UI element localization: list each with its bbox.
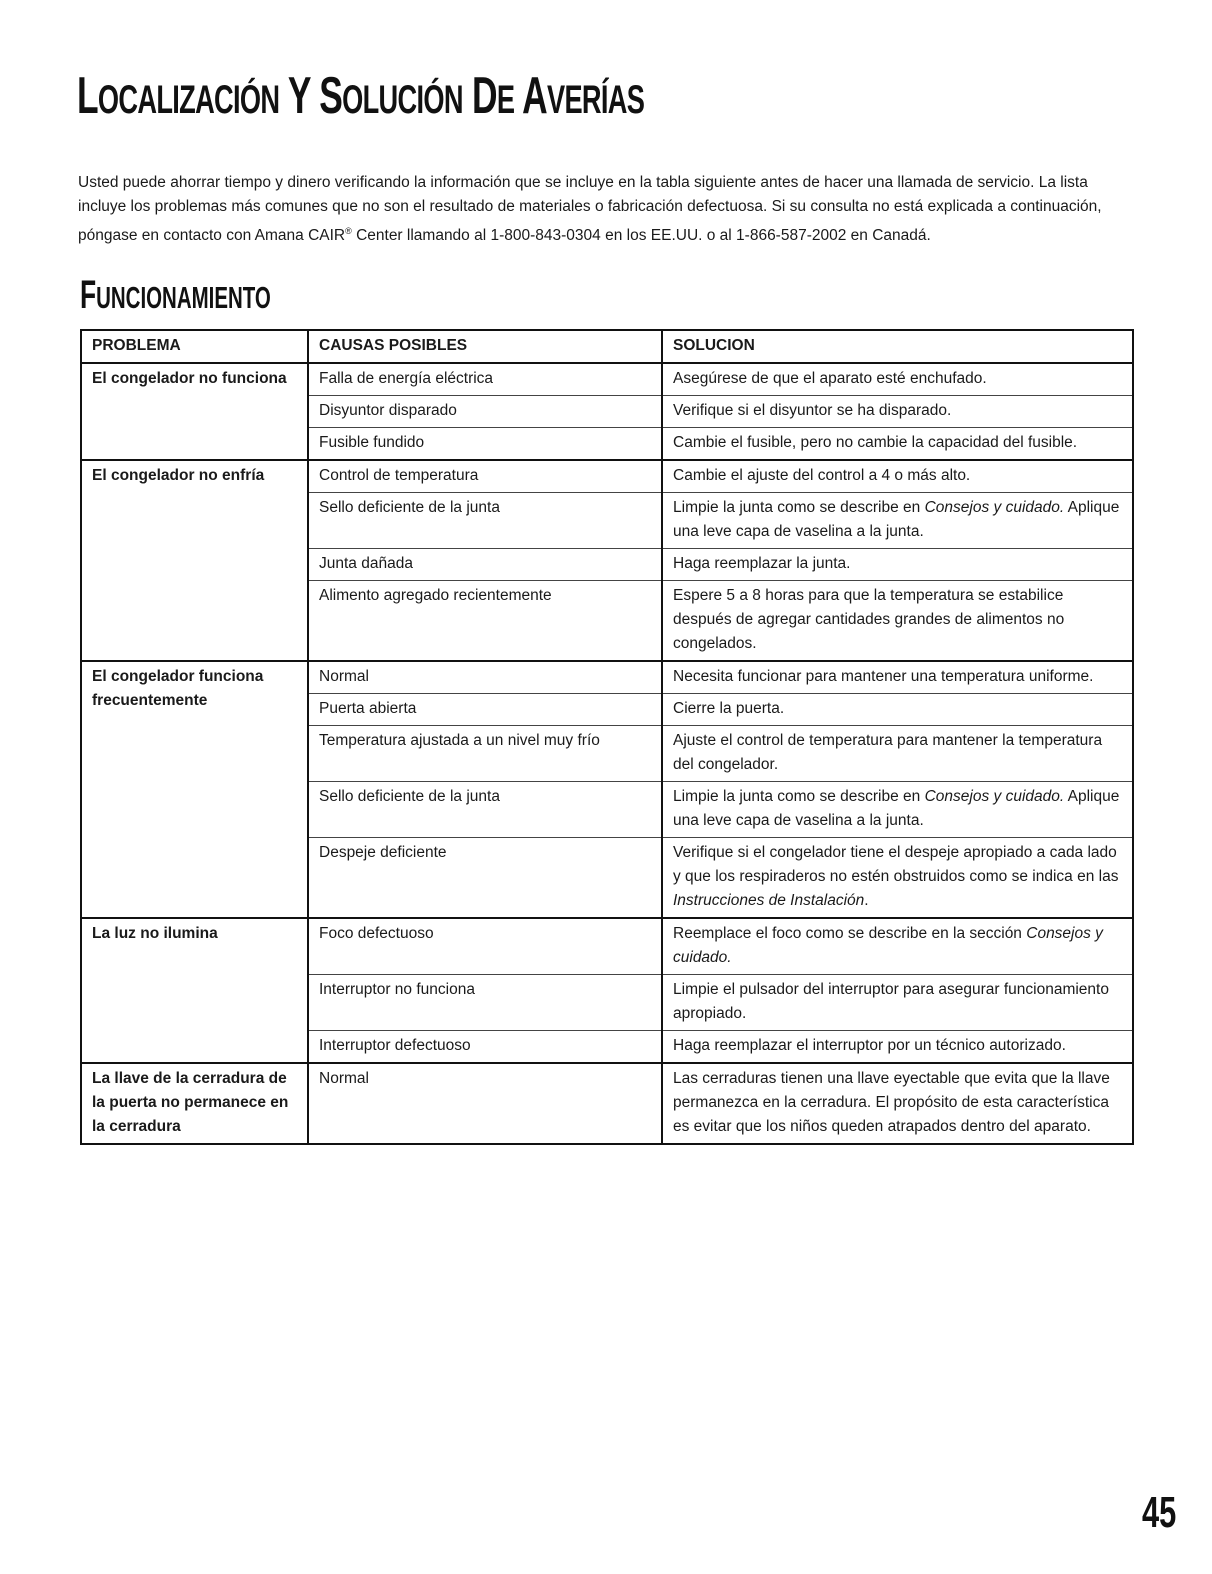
- title-fragment: S: [319, 67, 343, 125]
- solution-cell: [662, 1063, 1133, 1144]
- cause-cell: Despeje deficiente: [308, 838, 662, 919]
- title-fragment: L: [77, 67, 98, 125]
- cause-cell: Foco defectuoso: [308, 918, 662, 975]
- header-solution: SOLUCION: [662, 330, 1133, 363]
- solution-reference: Instrucciones de Instalación: [673, 892, 865, 909]
- troubleshooting-table: [80, 329, 1134, 1145]
- solution-text: Limpie la junta como se describe en: [673, 499, 925, 516]
- cause-cell: Interruptor no funciona: [308, 975, 662, 1031]
- cause-cell: Alimento agregado recientemente: [308, 581, 662, 662]
- solution-text: Ajuste el control de temperatura para mantener la temperatura del congelador.: [673, 732, 1103, 773]
- intro-text: Usted puede ahorrar tiempo y dinero verificando la información que se incluye en la tabla siguiente antes de hacer una llamada de servicio. La lista incluye los problemas más comunes que no son el resultado de materiales o fabricación defectuosa. Si su consulta no está explicada a continuación, póngase en contacto con Amana CAIR: [78, 174, 1102, 245]
- solution-cell: [662, 694, 1133, 726]
- solution-cell: [662, 661, 1133, 694]
- cause-cell: Sello deficiente de la junta: [308, 493, 662, 549]
- solution-cell: [662, 975, 1133, 1031]
- solution-cell: [662, 460, 1133, 493]
- problem-cell: El congelador no funciona: [81, 363, 308, 460]
- solution-text: Necesita funcionar para mantener una temperatura uniforme.: [673, 668, 1094, 685]
- solution-cell: [662, 428, 1133, 461]
- page-number: 45: [1142, 1488, 1177, 1537]
- problem-cell: La luz no ilumina: [81, 918, 308, 1063]
- table-row: [81, 661, 1133, 694]
- cause-cell: Disyuntor disparado: [308, 396, 662, 428]
- solution-cell: [662, 581, 1133, 662]
- solution-text: Cierre la puerta.: [673, 700, 785, 717]
- solution-reference: Consejos y cuidado.: [924, 499, 1065, 516]
- solution-text: Limpie el pulsador del interruptor para asegurar funcionamiento apropiado.: [673, 981, 1109, 1022]
- solution-text: Haga reemplazar el interruptor por un técnico autorizado.: [673, 1037, 1066, 1054]
- table-row: [81, 363, 1133, 396]
- title-fragment: [514, 67, 522, 125]
- solution-text: Verifique si el disyuntor se ha disparado.: [673, 402, 952, 419]
- solution-cell: [662, 493, 1133, 549]
- solution-cell: [662, 726, 1133, 782]
- solution-cell: [662, 782, 1133, 838]
- solution-reference: Consejos y cuidado.: [673, 925, 1103, 966]
- cause-cell: Falla de energía eléctrica: [308, 363, 662, 396]
- header-problem: PROBLEMA: [81, 330, 308, 363]
- solution-cell: [662, 918, 1133, 975]
- title-fragment: A: [522, 67, 547, 125]
- solution-text: Aplique una leve capa de vaselina a la junta.: [673, 788, 1120, 829]
- table-row: [81, 1063, 1133, 1144]
- title-fragment: E: [496, 78, 515, 122]
- solution-reference: Consejos y cuidado.: [924, 788, 1065, 805]
- table-row: [81, 460, 1133, 493]
- title-fragment: D: [471, 67, 497, 125]
- solution-text: Verifique si el congelador tiene el despeje apropiado a cada lado y que los respiraderos no estén obstruidos como se indica en las: [673, 844, 1119, 885]
- solution-cell: [662, 396, 1133, 428]
- title-fragment: UNCIONAMIENTO: [96, 280, 271, 315]
- cause-cell: Temperatura ajustada a un nivel muy frío: [308, 726, 662, 782]
- table-header-row: [81, 330, 1133, 363]
- header-causes: CAUSAS POSIBLES: [308, 330, 662, 363]
- problem-cell: El congelador no enfría: [81, 460, 308, 661]
- cause-cell: Normal: [308, 1063, 662, 1144]
- intro-text-contact: Center llamando al 1-800-843-0304 en los EE.UU. o al 1-866-587-2002 en Canadá.: [351, 227, 931, 245]
- solution-cell: [662, 1031, 1133, 1064]
- solution-cell: [662, 363, 1133, 396]
- title-fragment: F: [80, 273, 97, 317]
- cause-cell: Fusible fundido: [308, 428, 662, 461]
- problem-cell: La llave de la cerradura de la puerta no permanece en la cerradura: [81, 1063, 308, 1144]
- title-fragment: Y: [279, 67, 320, 125]
- table-row: [81, 918, 1133, 975]
- title-fragment: [463, 67, 472, 125]
- solution-text: Espere 5 a 8 horas para que la temperatura se estabilice después de agregar cantidades grandes de alimentos no congelados.: [673, 587, 1065, 652]
- cause-cell: Puerta abierta: [308, 694, 662, 726]
- page-title: [77, 66, 644, 130]
- solution-text: Cambie el fusible, pero no cambie la capacidad del fusible.: [673, 434, 1078, 451]
- solution-text: Haga reemplazar la junta.: [673, 555, 851, 572]
- cause-cell: Control de temperatura: [308, 460, 662, 493]
- solution-cell: [662, 549, 1133, 581]
- solution-text: Aplique una leve capa de vaselina a la junta.: [673, 499, 1120, 540]
- title-fragment: OCALIZACIÓN: [97, 78, 280, 122]
- solution-text: Asegúrese de que el aparato esté enchufado.: [673, 370, 987, 387]
- solution-text: Cambie el ajuste del control a 4 o más alto.: [673, 467, 971, 484]
- title-fragment: VERÍAS: [546, 78, 645, 122]
- solution-text: .: [864, 892, 869, 909]
- cause-cell: Sello deficiente de la junta: [308, 782, 662, 838]
- cause-cell: Normal: [308, 661, 662, 694]
- problem-cell: El congelador funciona frecuentemente: [81, 661, 308, 918]
- table-body: [81, 363, 1133, 1144]
- registered-mark: ®: [345, 226, 352, 236]
- intro-paragraph: [78, 171, 1134, 248]
- title-fragment: OLUCIÓN: [342, 78, 463, 122]
- cause-cell: Junta dañada: [308, 549, 662, 581]
- section-title: [80, 272, 271, 321]
- solution-text: Reemplace el foco como se describe en la sección: [673, 925, 1027, 942]
- solution-text: Las cerraduras tienen una llave eyectable que evita que la llave permanezca en la cerradura. El propósito de esta característica es evitar que los niños queden atrapados dentro del aparato.: [673, 1070, 1110, 1135]
- cause-cell: Interruptor defectuoso: [308, 1031, 662, 1064]
- solution-text: Limpie la junta como se describe en: [673, 788, 925, 805]
- solution-cell: [662, 838, 1133, 919]
